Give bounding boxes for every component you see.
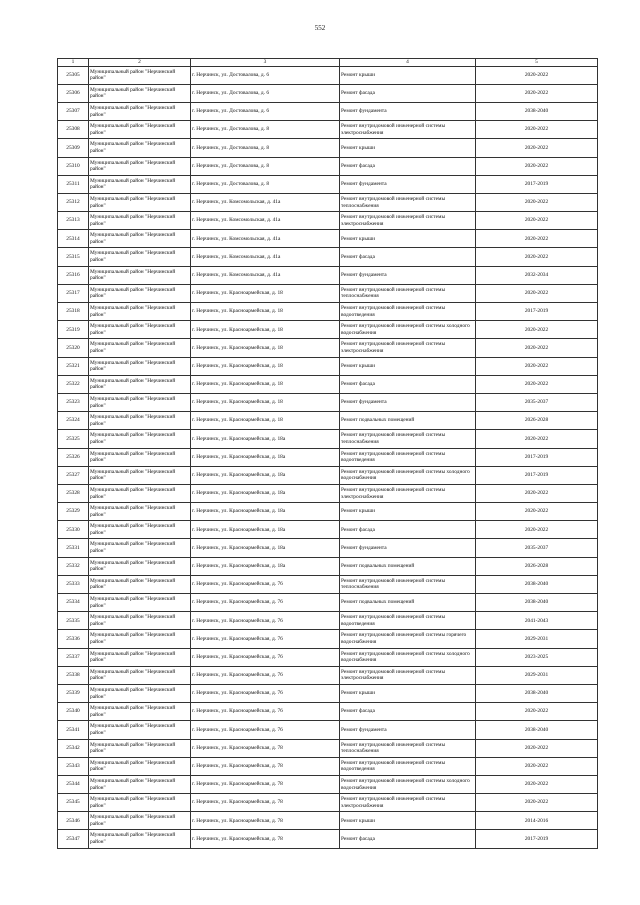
table-row	[58, 266, 598, 284]
address-cell: г. Нерчинск, ул. Красноармейская, д. 18а	[191, 466, 340, 484]
period-cell: 2038-2040	[476, 575, 598, 593]
period-cell: 2020-2022	[476, 157, 598, 175]
table-row	[58, 594, 598, 612]
district-cell: Муниципальный район "Нерчинский район"	[89, 503, 191, 521]
row-number: 25319	[58, 321, 89, 339]
address-cell: г. Нерчинск, ул. Красноармейская, д. 18	[191, 339, 340, 357]
district-cell: Муниципальный район "Нерчинский район"	[89, 703, 191, 721]
address-cell: г. Нерчинск, ул. Достовалова, д. 6	[191, 84, 340, 102]
work-type-cell: Ремонт внутридомовой инженерной системы водоотведения	[340, 448, 476, 466]
table-body	[58, 66, 598, 848]
period-cell: 2020-2022	[476, 794, 598, 812]
row-number: 25338	[58, 666, 89, 684]
table-row	[58, 84, 598, 102]
address-cell: г. Нерчинск, ул. Красноармейская, д. 76	[191, 612, 340, 630]
row-number: 25330	[58, 521, 89, 539]
work-type-cell: Ремонт фасада	[340, 157, 476, 175]
period-cell: 2020-2022	[476, 703, 598, 721]
row-number: 25334	[58, 594, 89, 612]
row-number: 25318	[58, 303, 89, 321]
period-cell: 2038-2040	[476, 721, 598, 739]
district-cell: Муниципальный район "Нерчинский район"	[89, 757, 191, 775]
address-cell: г. Нерчинск, ул. Красноармейская, д. 18	[191, 357, 340, 375]
period-cell: 2020-2022	[476, 357, 598, 375]
period-cell: 2020-2022	[476, 284, 598, 302]
district-cell: Муниципальный район "Нерчинский район"	[89, 139, 191, 157]
period-cell: 2038-2040	[476, 684, 598, 702]
row-number: 25323	[58, 393, 89, 411]
district-cell: Муниципальный район "Нерчинский район"	[89, 594, 191, 612]
district-cell: Муниципальный район "Нерчинский район"	[89, 794, 191, 812]
address-cell: г. Нерчинск, ул. Красноармейская, д. 18	[191, 412, 340, 430]
table-row	[58, 557, 598, 575]
district-cell: Муниципальный район "Нерчинский район"	[89, 739, 191, 757]
column-header-3: 3	[191, 59, 340, 67]
row-number: 25307	[58, 102, 89, 120]
row-number: 25333	[58, 575, 89, 593]
row-number: 25347	[58, 830, 89, 848]
district-cell: Муниципальный район "Нерчинский район"	[89, 393, 191, 411]
district-cell: Муниципальный район "Нерчинский район"	[89, 430, 191, 448]
table-row	[58, 612, 598, 630]
table-row	[58, 139, 598, 157]
period-cell: 2041-2043	[476, 612, 598, 630]
period-cell: 2017-2019	[476, 448, 598, 466]
period-cell: 2020-2022	[476, 521, 598, 539]
address-cell: г. Нерчинск, ул. Красноармейская, д. 18а	[191, 539, 340, 557]
row-number: 25325	[58, 430, 89, 448]
row-number: 25320	[58, 339, 89, 357]
district-cell: Муниципальный район "Нерчинский район"	[89, 193, 191, 211]
table-row	[58, 284, 598, 302]
period-cell: 2020-2022	[476, 430, 598, 448]
row-number: 25331	[58, 539, 89, 557]
table-row	[58, 357, 598, 375]
address-cell: г. Нерчинск, ул. Красноармейская, д. 18	[191, 321, 340, 339]
table-row	[58, 448, 598, 466]
work-type-cell: Ремонт крыши	[340, 503, 476, 521]
table-row	[58, 575, 598, 593]
district-cell: Муниципальный район "Нерчинский район"	[89, 230, 191, 248]
table-row	[58, 102, 598, 120]
row-number: 25311	[58, 175, 89, 193]
table-row	[58, 121, 598, 139]
work-type-cell: Ремонт внутридомовой инженерной системы холодного водоснабжения	[340, 466, 476, 484]
work-type-cell: Ремонт фундамента	[340, 266, 476, 284]
work-type-cell: Ремонт крыши	[340, 812, 476, 830]
table-row	[58, 739, 598, 757]
period-cell: 2020-2022	[476, 321, 598, 339]
row-number: 25305	[58, 66, 89, 84]
address-cell: г. Нерчинск, ул. Красноармейская, д. 78	[191, 830, 340, 848]
district-cell: Муниципальный район "Нерчинский район"	[89, 721, 191, 739]
district-cell: Муниципальный район "Нерчинский район"	[89, 357, 191, 375]
row-number: 25306	[58, 84, 89, 102]
table-row	[58, 539, 598, 557]
period-cell: 2038-2040	[476, 594, 598, 612]
period-cell: 2020-2022	[476, 503, 598, 521]
district-cell: Муниципальный район "Нерчинский район"	[89, 102, 191, 120]
table-row	[58, 430, 598, 448]
period-cell: 2026-2028	[476, 412, 598, 430]
work-type-cell: Ремонт подвальных помещений	[340, 594, 476, 612]
district-cell: Муниципальный район "Нерчинский район"	[89, 830, 191, 848]
district-cell: Муниципальный район "Нерчинский район"	[89, 448, 191, 466]
period-cell: 2020-2022	[476, 212, 598, 230]
row-number: 25308	[58, 121, 89, 139]
district-cell: Муниципальный район "Нерчинский район"	[89, 175, 191, 193]
address-cell: г. Нерчинск, ул. Красноармейская, д. 78	[191, 757, 340, 775]
work-type-cell: Ремонт внутридомовой инженерной системы водоотведения	[340, 303, 476, 321]
row-number: 25346	[58, 812, 89, 830]
period-cell: 2020-2022	[476, 66, 598, 84]
address-cell: г. Нерчинск, ул. Красноармейская, д. 76	[191, 721, 340, 739]
work-type-cell: Ремонт внутридомовой инженерной системы электроснабжения	[340, 484, 476, 502]
district-cell: Муниципальный район "Нерчинский район"	[89, 775, 191, 793]
row-number: 25324	[58, 412, 89, 430]
row-number: 25342	[58, 739, 89, 757]
row-number: 25312	[58, 193, 89, 211]
district-cell: Муниципальный район "Нерчинский район"	[89, 630, 191, 648]
period-cell: 2017-2019	[476, 175, 598, 193]
row-number: 25310	[58, 157, 89, 175]
work-type-cell: Ремонт фасада	[340, 248, 476, 266]
work-type-cell: Ремонт фундамента	[340, 721, 476, 739]
period-cell: 2020-2022	[476, 339, 598, 357]
work-type-cell: Ремонт фундамента	[340, 102, 476, 120]
period-cell: 2014-2016	[476, 812, 598, 830]
district-cell: Муниципальный район "Нерчинский район"	[89, 466, 191, 484]
column-header-1: 1	[58, 59, 89, 67]
district-cell: Муниципальный район "Нерчинский район"	[89, 666, 191, 684]
address-cell: г. Нерчинск, ул. Красноармейская, д. 18а	[191, 503, 340, 521]
address-cell: г. Нерчинск, ул. Красноармейская, д. 78	[191, 794, 340, 812]
work-type-cell: Ремонт внутридомовой инженерной системы водоотведения	[340, 612, 476, 630]
period-cell: 2020-2022	[476, 375, 598, 393]
table-row	[58, 230, 598, 248]
table-row	[58, 721, 598, 739]
address-cell: г. Нерчинск, ул. Достовалова, д. 8	[191, 175, 340, 193]
column-number-row	[58, 59, 598, 67]
address-cell: г. Нерчинск, ул. Красноармейская, д. 18а	[191, 484, 340, 502]
page-number: 552	[314, 24, 326, 32]
work-type-cell: Ремонт фасада	[340, 703, 476, 721]
row-number: 25317	[58, 284, 89, 302]
row-number: 25345	[58, 794, 89, 812]
row-number: 25309	[58, 139, 89, 157]
table-row	[58, 684, 598, 702]
work-type-cell: Ремонт фасада	[340, 521, 476, 539]
district-cell: Муниципальный район "Нерчинский район"	[89, 539, 191, 557]
address-cell: г. Нерчинск, ул. Достовалова, д. 6	[191, 66, 340, 84]
address-cell: г. Нерчинск, ул. Комсомольская, д. 41а	[191, 266, 340, 284]
table-row	[58, 484, 598, 502]
work-type-cell: Ремонт внутридомовой инженерной системы теплоснабжения	[340, 575, 476, 593]
district-cell: Муниципальный район "Нерчинский район"	[89, 321, 191, 339]
period-cell: 2032-2034	[476, 266, 598, 284]
table-row	[58, 157, 598, 175]
address-cell: г. Нерчинск, ул. Красноармейская, д. 18а	[191, 557, 340, 575]
work-type-cell: Ремонт крыши	[340, 230, 476, 248]
work-type-cell: Ремонт внутридомовой инженерной системы электроснабжения	[340, 794, 476, 812]
work-type-cell: Ремонт внутридомовой инженерной системы теплоснабжения	[340, 739, 476, 757]
district-cell: Муниципальный район "Нерчинский район"	[89, 157, 191, 175]
table-row	[58, 303, 598, 321]
row-number: 25326	[58, 448, 89, 466]
table-row	[58, 830, 598, 848]
address-cell: г. Нерчинск, ул. Красноармейская, д. 76	[191, 703, 340, 721]
district-cell: Муниципальный район "Нерчинский район"	[89, 484, 191, 502]
period-cell: 2020-2022	[476, 230, 598, 248]
address-cell: г. Нерчинск, ул. Достовалова, д. 8	[191, 121, 340, 139]
work-type-cell: Ремонт внутридомовой инженерной системы электроснабжения	[340, 121, 476, 139]
work-type-cell: Ремонт внутридомовой инженерной системы холодного водоснабжения	[340, 775, 476, 793]
row-number: 25327	[58, 466, 89, 484]
row-number: 25332	[58, 557, 89, 575]
address-cell: г. Нерчинск, ул. Красноармейская, д. 18а	[191, 430, 340, 448]
work-type-cell: Ремонт внутридомовой инженерной системы теплоснабжения	[340, 284, 476, 302]
table-row	[58, 812, 598, 830]
table-row	[58, 630, 598, 648]
address-cell: г. Нерчинск, ул. Достовалова, д. 6	[191, 102, 340, 120]
period-cell: 2020-2022	[476, 484, 598, 502]
district-cell: Муниципальный район "Нерчинский район"	[89, 557, 191, 575]
district-cell: Муниципальный район "Нерчинский район"	[89, 284, 191, 302]
row-number: 25315	[58, 248, 89, 266]
address-cell: г. Нерчинск, ул. Красноармейская, д. 18	[191, 393, 340, 411]
work-type-cell: Ремонт фасада	[340, 830, 476, 848]
table-row	[58, 794, 598, 812]
district-cell: Муниципальный район "Нерчинский район"	[89, 121, 191, 139]
table-row	[58, 412, 598, 430]
address-cell: г. Нерчинск, ул. Комсомольская, д. 41а	[191, 193, 340, 211]
table-row	[58, 775, 598, 793]
period-cell: 2020-2022	[476, 139, 598, 157]
address-cell: г. Нерчинск, ул. Красноармейская, д. 18	[191, 284, 340, 302]
address-cell: г. Нерчинск, ул. Красноармейская, д. 76	[191, 666, 340, 684]
work-type-cell: Ремонт фасада	[340, 375, 476, 393]
period-cell: 2017-2019	[476, 303, 598, 321]
row-number: 25322	[58, 375, 89, 393]
district-cell: Муниципальный район "Нерчинский район"	[89, 684, 191, 702]
table-row	[58, 212, 598, 230]
table-row	[58, 175, 598, 193]
work-type-cell: Ремонт фасада	[340, 84, 476, 102]
address-cell: г. Нерчинск, ул. Красноармейская, д. 18а	[191, 448, 340, 466]
table-row	[58, 466, 598, 484]
table-row	[58, 393, 598, 411]
row-number: 25329	[58, 503, 89, 521]
district-cell: Муниципальный район "Нерчинский район"	[89, 84, 191, 102]
work-type-cell: Ремонт внутридомовой инженерной системы холодного водоснабжения	[340, 321, 476, 339]
district-cell: Муниципальный район "Нерчинский район"	[89, 812, 191, 830]
district-cell: Муниципальный район "Нерчинский район"	[89, 375, 191, 393]
address-cell: г. Нерчинск, ул. Красноармейская, д. 18	[191, 375, 340, 393]
work-type-cell: Ремонт внутридомовой инженерной системы электроснабжения	[340, 339, 476, 357]
period-cell: 2020-2022	[476, 757, 598, 775]
table-row	[58, 703, 598, 721]
period-cell: 2020-2022	[476, 121, 598, 139]
period-cell: 2038-2040	[476, 102, 598, 120]
address-cell: г. Нерчинск, ул. Комсомольская, д. 41а	[191, 248, 340, 266]
work-type-cell: Ремонт внутридомовой инженерной системы теплоснабжения	[340, 193, 476, 211]
period-cell: 2035-2037	[476, 539, 598, 557]
address-cell: г. Нерчинск, ул. Комсомольская, д. 41а	[191, 230, 340, 248]
table-row	[58, 248, 598, 266]
district-cell: Муниципальный район "Нерчинский район"	[89, 521, 191, 539]
district-cell: Муниципальный район "Нерчинский район"	[89, 412, 191, 430]
period-cell: 2020-2022	[476, 739, 598, 757]
row-number: 25336	[58, 630, 89, 648]
row-number: 25335	[58, 612, 89, 630]
row-number: 25344	[58, 775, 89, 793]
address-cell: г. Нерчинск, ул. Красноармейская, д. 18а	[191, 521, 340, 539]
work-type-cell: Ремонт крыши	[340, 139, 476, 157]
period-cell: 2035-2037	[476, 393, 598, 411]
table-row	[58, 757, 598, 775]
work-type-cell: Ремонт внутридомовой инженерной системы теплоснабжения	[340, 430, 476, 448]
address-cell: г. Нерчинск, ул. Красноармейская, д. 76	[191, 648, 340, 666]
district-cell: Муниципальный район "Нерчинский район"	[89, 266, 191, 284]
district-cell: Муниципальный район "Нерчинский район"	[89, 303, 191, 321]
period-cell: 2017-2019	[476, 830, 598, 848]
row-number: 25343	[58, 757, 89, 775]
district-cell: Муниципальный район "Нерчинский район"	[89, 648, 191, 666]
table-row	[58, 66, 598, 84]
work-type-cell: Ремонт внутридомовой инженерной системы холодного водоснабжения	[340, 648, 476, 666]
district-cell: Муниципальный район "Нерчинский район"	[89, 66, 191, 84]
address-cell: г. Нерчинск, ул. Достовалова, д. 8	[191, 139, 340, 157]
period-cell: 2020-2022	[476, 193, 598, 211]
work-type-cell: Ремонт подвальных помещений	[340, 557, 476, 575]
period-cell: 2026-2028	[476, 557, 598, 575]
table-row	[58, 321, 598, 339]
row-number: 25340	[58, 703, 89, 721]
address-cell: г. Нерчинск, ул. Красноармейская, д. 76	[191, 684, 340, 702]
period-cell: 2020-2022	[476, 84, 598, 102]
work-type-cell: Ремонт внутридомовой инженерной системы водоотведения	[340, 757, 476, 775]
table-row	[58, 193, 598, 211]
address-cell: г. Нерчинск, ул. Красноармейская, д. 76	[191, 575, 340, 593]
work-type-cell: Ремонт фундамента	[340, 175, 476, 193]
work-type-cell: Ремонт внутридомовой инженерной системы горячего водоснабжения	[340, 630, 476, 648]
period-cell: 2017-2019	[476, 466, 598, 484]
period-cell: 2020-2022	[476, 248, 598, 266]
district-cell: Муниципальный район "Нерчинский район"	[89, 612, 191, 630]
table-row	[58, 503, 598, 521]
district-cell: Муниципальный район "Нерчинский район"	[89, 575, 191, 593]
table-row	[58, 339, 598, 357]
work-type-cell: Ремонт фундамента	[340, 539, 476, 557]
address-cell: г. Нерчинск, ул. Красноармейская, д. 78	[191, 739, 340, 757]
work-type-cell: Ремонт фундамента	[340, 393, 476, 411]
work-type-cell: Ремонт внутридомовой инженерной системы электроснабжения	[340, 666, 476, 684]
work-type-cell: Ремонт подвальных помещений	[340, 412, 476, 430]
address-cell: г. Нерчинск, ул. Красноармейская, д. 18	[191, 303, 340, 321]
column-header-2: 2	[89, 59, 191, 67]
row-number: 25313	[58, 212, 89, 230]
table-row	[58, 375, 598, 393]
period-cell: 2023-2025	[476, 648, 598, 666]
column-header-5: 5	[476, 59, 598, 67]
district-cell: Муниципальный район "Нерчинский район"	[89, 339, 191, 357]
row-number: 25339	[58, 684, 89, 702]
work-type-cell: Ремонт крыши	[340, 357, 476, 375]
column-header-4: 4	[340, 59, 476, 67]
table-row	[58, 666, 598, 684]
table-row	[58, 648, 598, 666]
address-cell: г. Нерчинск, ул. Красноармейская, д. 76	[191, 630, 340, 648]
district-cell: Муниципальный район "Нерчинский район"	[89, 212, 191, 230]
address-cell: г. Нерчинск, ул. Красноармейская, д. 78	[191, 812, 340, 830]
period-cell: 2029-2031	[476, 630, 598, 648]
address-cell: г. Нерчинск, ул. Достовалова, д. 8	[191, 157, 340, 175]
address-cell: г. Нерчинск, ул. Красноармейская, д. 76	[191, 594, 340, 612]
district-cell: Муниципальный район "Нерчинский район"	[89, 248, 191, 266]
work-type-cell: Ремонт крыши	[340, 66, 476, 84]
period-cell: 2020-2022	[476, 775, 598, 793]
address-cell: г. Нерчинск, ул. Комсомольская, д. 41а	[191, 212, 340, 230]
period-cell: 2029-2031	[476, 666, 598, 684]
row-number: 25316	[58, 266, 89, 284]
row-number: 25328	[58, 484, 89, 502]
row-number: 25341	[58, 721, 89, 739]
address-cell: г. Нерчинск, ул. Красноармейская, д. 78	[191, 775, 340, 793]
work-type-cell: Ремонт внутридомовой инженерной системы электроснабжения	[340, 212, 476, 230]
row-number: 25337	[58, 648, 89, 666]
work-type-cell: Ремонт крыши	[340, 684, 476, 702]
repair-schedule-table	[57, 58, 598, 849]
table-row	[58, 521, 598, 539]
row-number: 25314	[58, 230, 89, 248]
row-number: 25321	[58, 357, 89, 375]
